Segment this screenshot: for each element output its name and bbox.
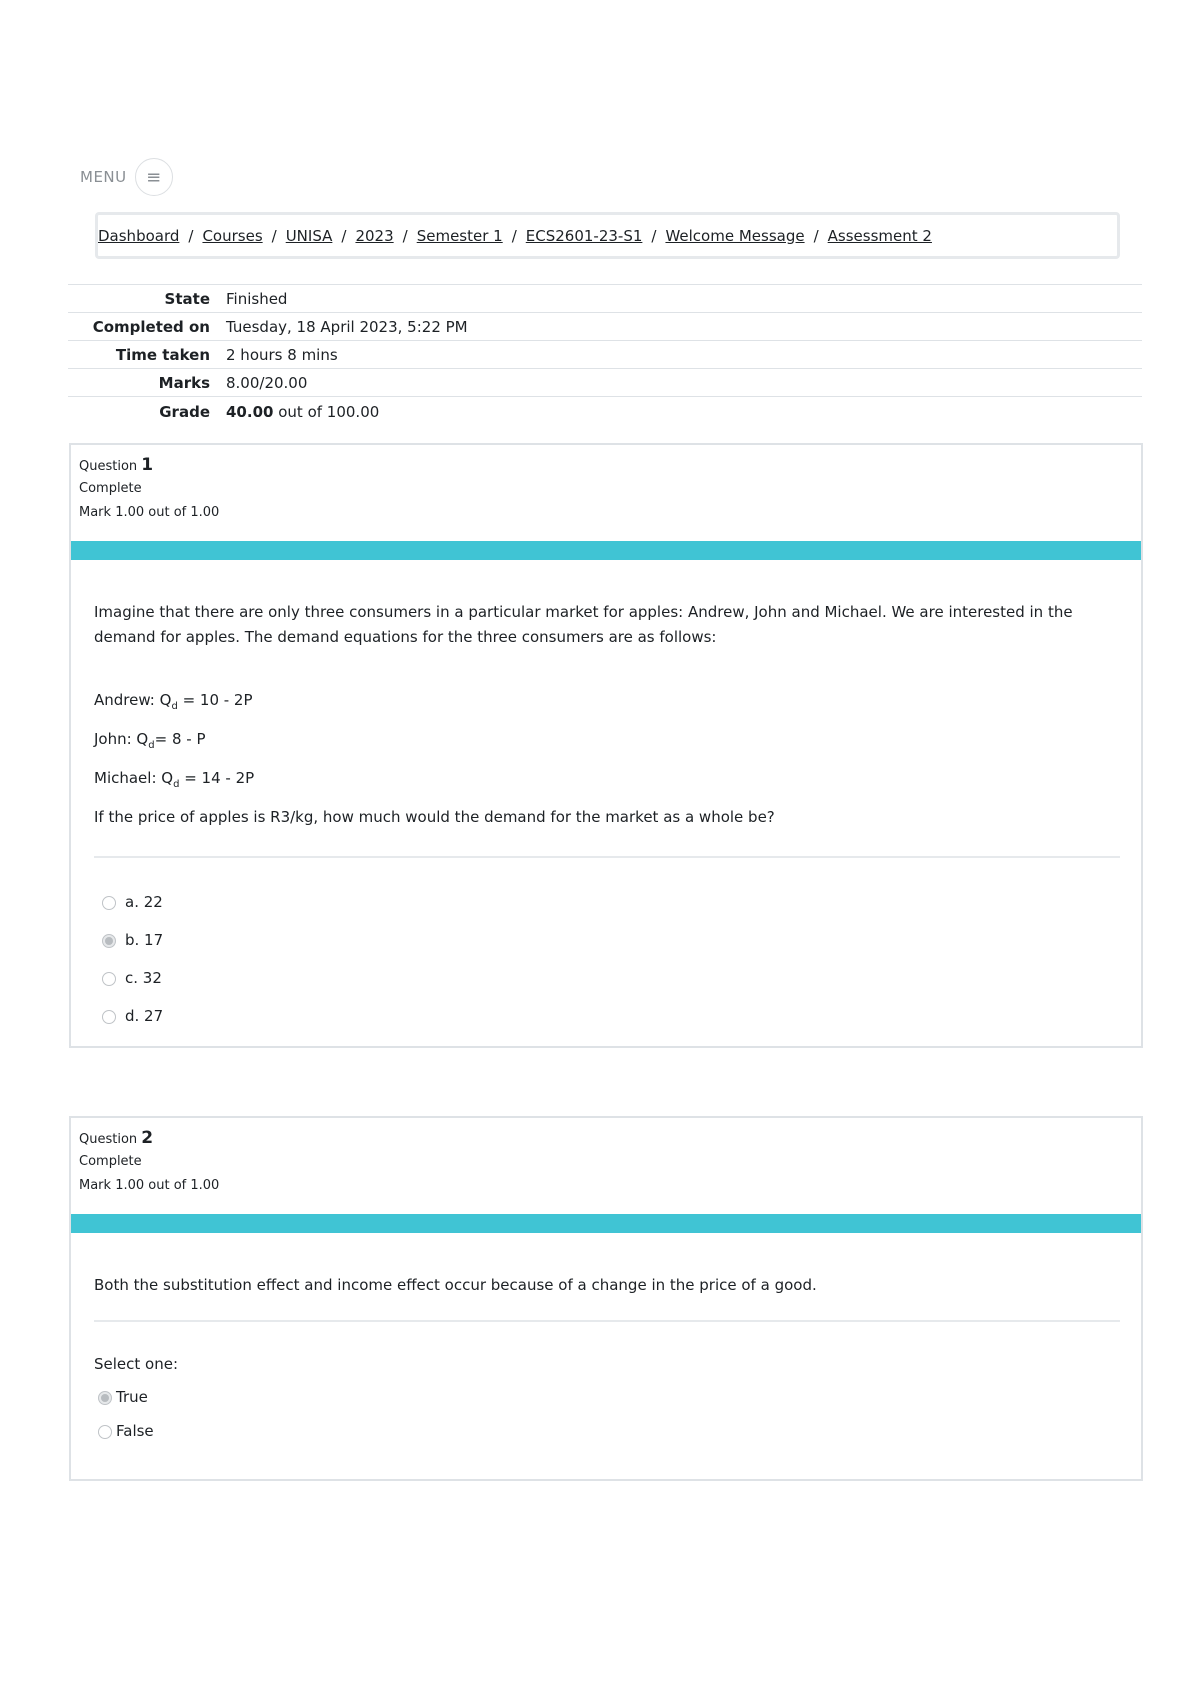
breadcrumb-separator: / [271,226,277,245]
breadcrumb-separator: / [402,226,408,245]
answer-option-false[interactable] [98,1415,1120,1449]
summary-label: State [164,289,210,308]
summary-row-state [68,285,1142,313]
answer-label: True [116,1388,148,1407]
answer-label: False [116,1422,154,1441]
breadcrumb-semester[interactable]: Semester 1 [416,226,503,245]
question-info [71,1118,1141,1214]
question-stem: Imagine that there are only three consumers in a particular market for apples: Andrew, John and Michael. We are interested in the demand for apples. The demand equations for the three consumers are as follows: [94,603,1073,646]
answer-option-b[interactable] [102,922,1120,960]
select-one-label: Select one: [94,1354,179,1373]
summary-row-time [68,341,1142,369]
radio-button[interactable] [98,1425,112,1439]
breadcrumb-year[interactable]: 2023 [355,226,394,245]
answer-option-true[interactable] [98,1381,1120,1415]
summary-value: Finished [226,289,288,308]
question-info [71,445,1141,541]
equation-andrew: Andrew: $Q_d = 10 - 2P$ [94,690,253,712]
summary-value: Tuesday, 18 April 2023, 5:22 PM [226,317,468,336]
radio-button[interactable] [102,972,116,986]
question-stem: Both the substitution effect and income effect occur because of a change in the price of a good. [94,1276,817,1294]
question-state: Complete [79,481,142,496]
question-grade: Mark 1.00 out of 1.00 [79,1178,220,1193]
breadcrumb-unisa[interactable]: UNISA [285,226,333,245]
grade-suffix: out of 100.00 [278,403,380,421]
question-accent-bar [71,541,1141,560]
equation-michael: Michael: $Q_d = 14 - 2P$ [94,768,255,790]
breadcrumb-separator: / [813,226,819,245]
summary-value [226,403,379,421]
grade-value: 40.00 [226,403,274,421]
answer-option-c[interactable] [102,960,1120,998]
breadcrumb-separator: / [511,226,517,245]
summary-value: 8.00/20.00 [226,373,308,392]
summary-label: Time taken [115,345,210,364]
breadcrumb-welcome[interactable]: Welcome Message [665,226,805,245]
question-text [94,560,1120,834]
summary-row-grade [68,397,1142,427]
answer-options [94,858,1120,1036]
breadcrumb-dashboard[interactable]: Dashboard [98,226,180,245]
question-text [94,1233,1120,1298]
equation-john: John: $Q_d= 8 - P$ [94,729,206,751]
question-2 [69,1116,1143,1481]
answer-label: c. 32 [125,969,162,988]
radio-button[interactable] [102,1010,116,1024]
summary-label: Grade [159,403,210,421]
question-number: Question 1 [79,455,154,475]
breadcrumb-separator: / [341,226,347,245]
summary-value: 2 hours 8 mins [226,345,338,364]
question-accent-bar [71,1214,1141,1233]
breadcrumb-separator: / [651,226,657,245]
summary-row-completed [68,313,1142,341]
answer-option-a[interactable] [102,884,1120,922]
menu-label: MENU [80,168,127,186]
question-number: Question 2 [79,1128,154,1148]
answer-label: d. 27 [125,1007,164,1026]
question-prompt: If the price of apples is R3/kg, how much would the demand for the market as a whole be? [94,807,775,826]
answer-label: a. 22 [125,893,163,912]
radio-button-selected[interactable] [102,934,116,948]
hamburger-icon[interactable]: ≡ [135,158,173,196]
question-state: Complete [79,1154,142,1169]
breadcrumb-separator: / [188,226,194,245]
answer-options [94,1377,1120,1449]
breadcrumb-courses[interactable]: Courses [202,226,263,245]
breadcrumb [95,212,1120,259]
answer-label: b. 17 [125,931,164,950]
menu[interactable] [80,158,173,196]
summary-label: Completed on [92,317,210,336]
radio-button[interactable] [102,896,116,910]
breadcrumb-course[interactable]: ECS2601-23-S1 [525,226,643,245]
question-1 [69,443,1143,1048]
breadcrumb-assessment[interactable]: Assessment 2 [827,226,932,245]
question-content [71,1233,1141,1449]
answer-option-d[interactable] [102,998,1120,1036]
attempt-summary-table [68,284,1142,427]
question-grade: Mark 1.00 out of 1.00 [79,505,220,520]
summary-row-marks [68,369,1142,397]
summary-label: Marks [158,373,210,392]
radio-button-selected[interactable] [98,1391,112,1405]
question-content [71,560,1141,1036]
